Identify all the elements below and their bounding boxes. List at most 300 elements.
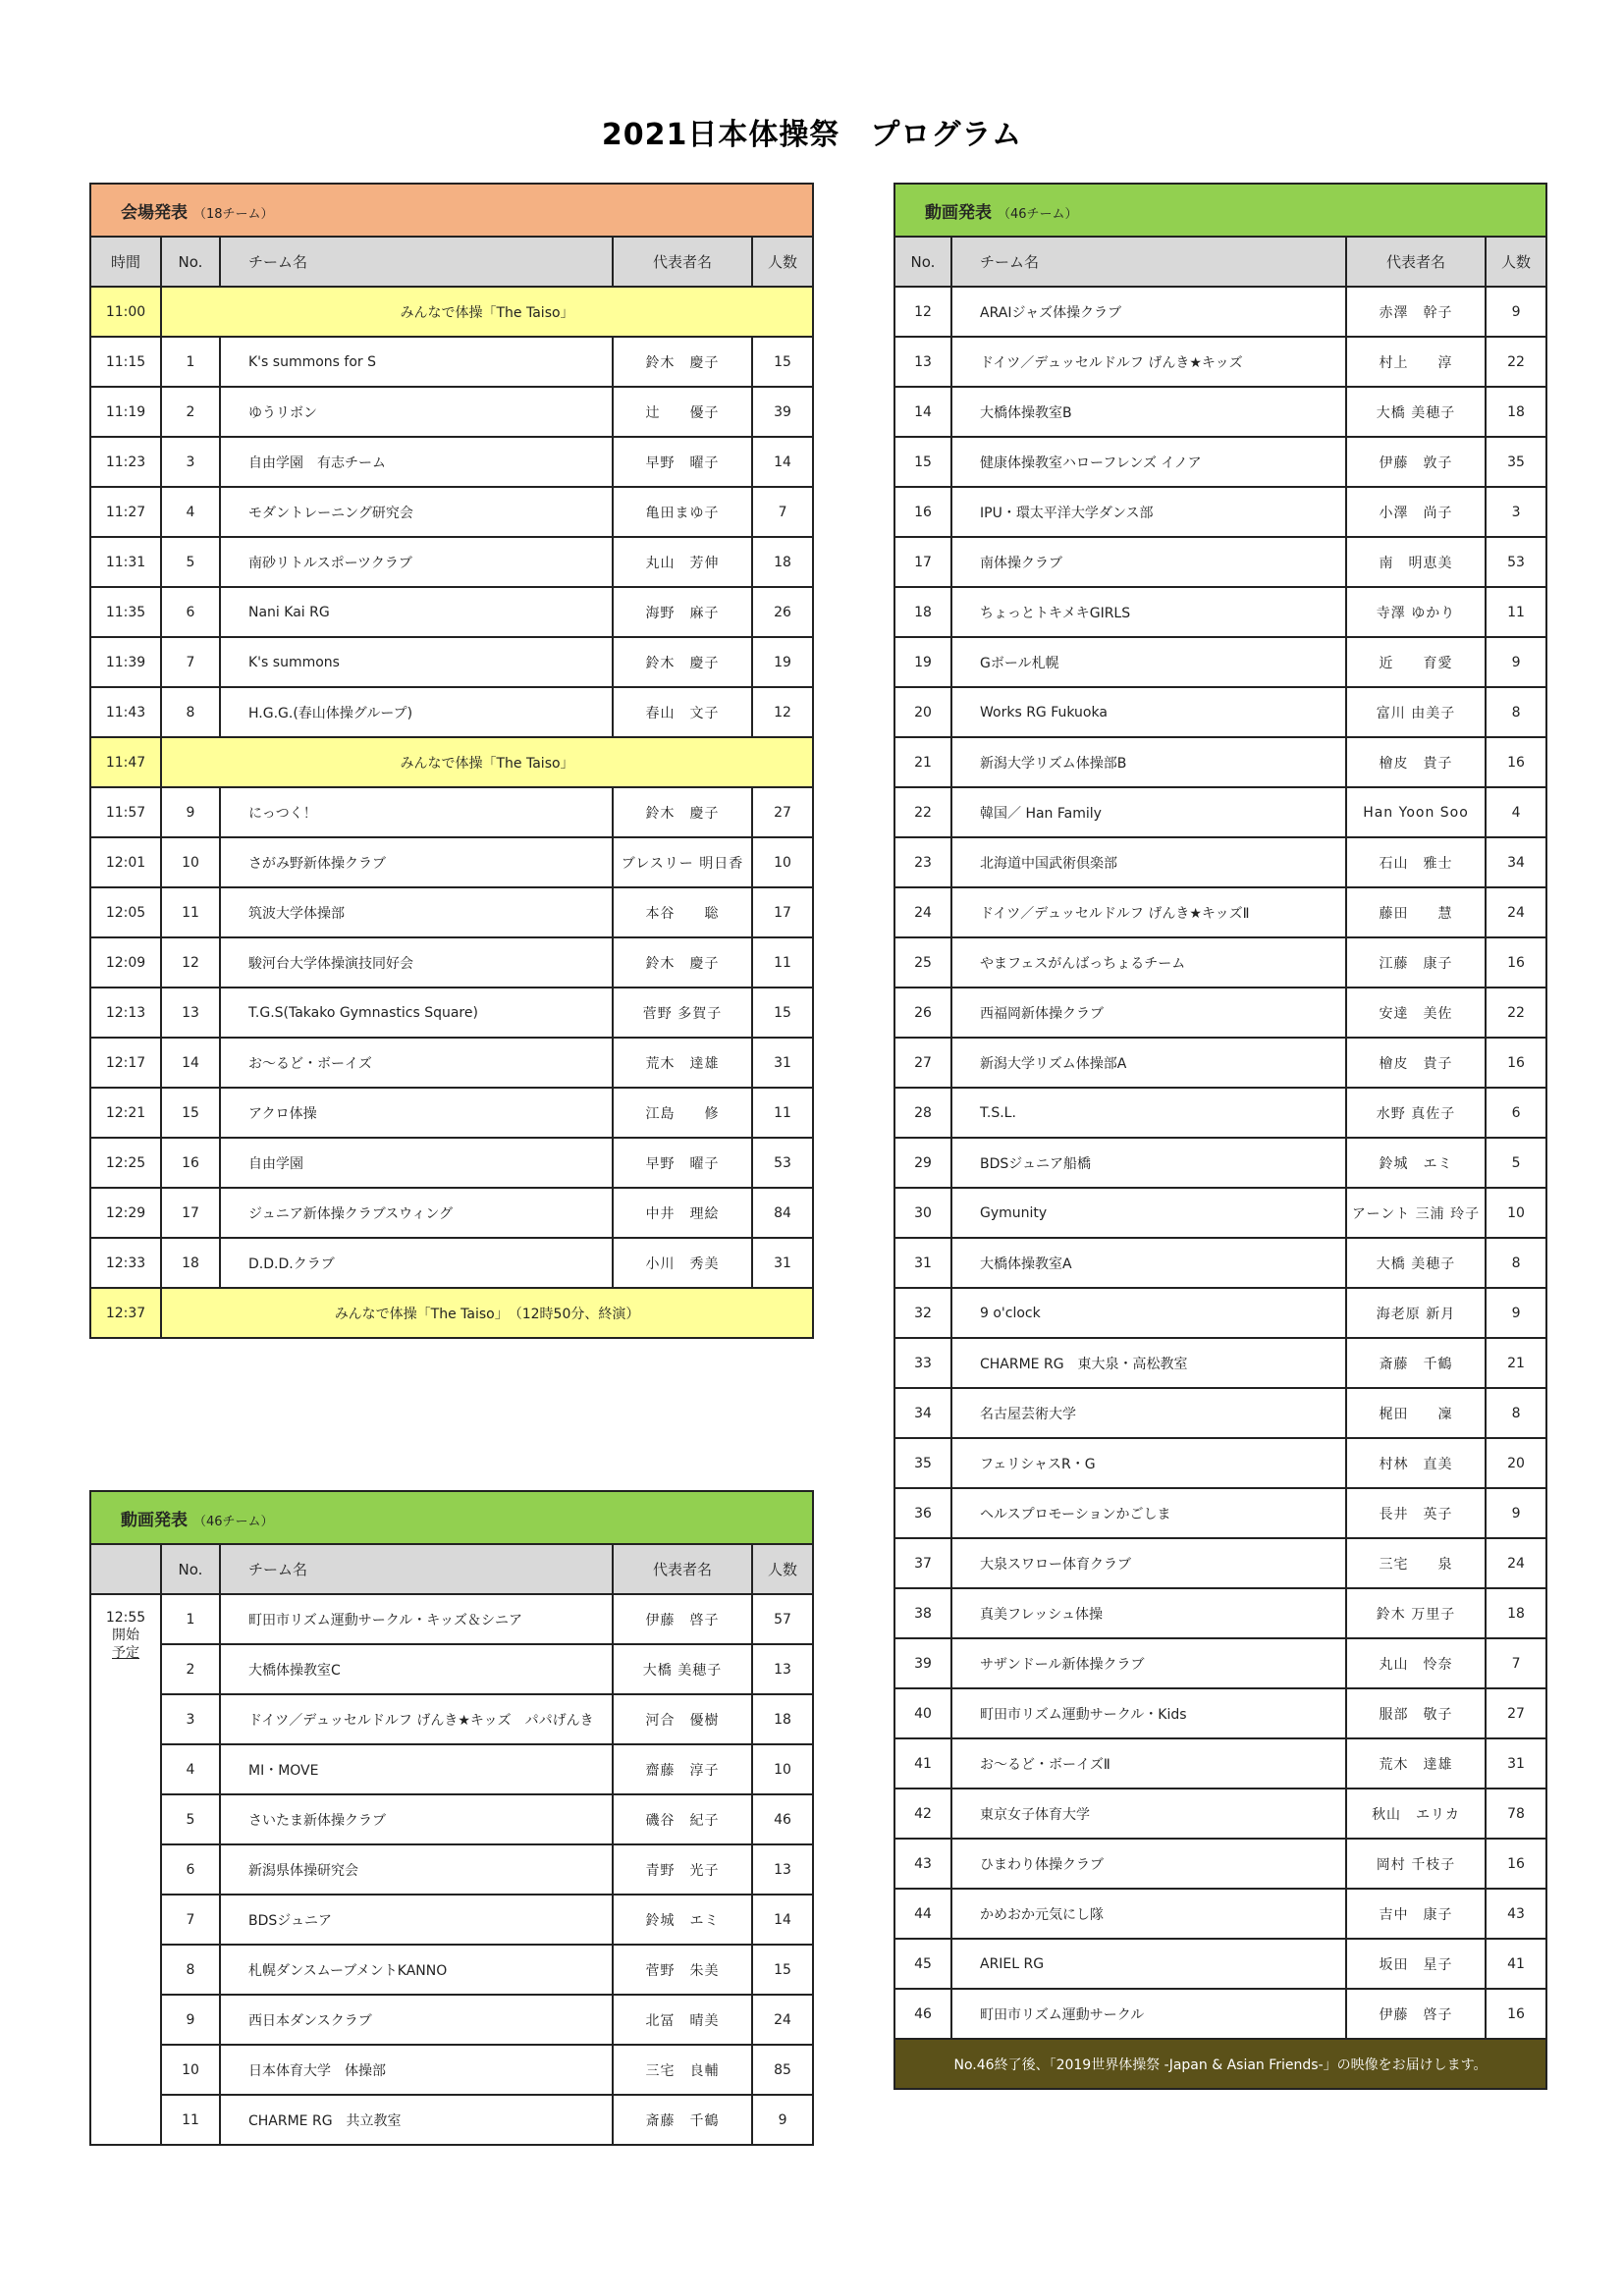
time-cell: 12:37	[90, 1288, 161, 1338]
no-cell: 29	[894, 1138, 951, 1188]
no-cell: 16	[161, 1138, 220, 1188]
team-cell: D.D.D.クラブ	[220, 1238, 613, 1288]
team-cell: ジュニア新体操クラブスウィング	[220, 1188, 613, 1238]
table-row	[90, 637, 813, 687]
header-no: No.	[161, 237, 220, 287]
table-row	[90, 1694, 813, 1744]
table-row	[894, 1388, 1546, 1438]
table-row	[90, 1844, 813, 1895]
no-cell: 4	[161, 1744, 220, 1794]
count-cell: 18	[752, 1694, 813, 1744]
team-cell: ヘルスプロモーションかごしま	[951, 1488, 1346, 1538]
time-cell: 11:47	[90, 737, 161, 787]
count-cell: 46	[752, 1794, 813, 1844]
no-cell: 13	[161, 988, 220, 1038]
team-cell: 南砂リトルスポーツクラブ	[220, 537, 613, 587]
table-row	[90, 1644, 813, 1694]
time-cell: 11:00	[90, 287, 161, 337]
header-count: 人数	[752, 1544, 813, 1594]
rep-cell: 小川 秀美	[613, 1238, 752, 1288]
rep-cell: 早野 曜子	[613, 1138, 752, 1188]
rep-cell: 赤澤 幹子	[1346, 287, 1486, 337]
table-row	[894, 387, 1546, 437]
video-program-table-right	[893, 183, 1547, 2090]
no-cell: 6	[161, 587, 220, 637]
rep-cell: 荒木 達雄	[1346, 1738, 1486, 1789]
no-cell: 18	[161, 1238, 220, 1288]
count-cell: 8	[1486, 1388, 1546, 1438]
time-cell: 12:29	[90, 1188, 161, 1238]
time-cell: 11:23	[90, 437, 161, 487]
no-cell: 32	[894, 1288, 951, 1338]
table-row	[90, 1138, 813, 1188]
team-cell: IPU・環太平洋大学ダンス部	[951, 487, 1346, 537]
no-cell: 6	[161, 1844, 220, 1895]
team-cell: お～るど・ボーイズ	[220, 1038, 613, 1088]
time-cell: 12:21	[90, 1088, 161, 1138]
rep-cell: 北冨 晴美	[613, 1995, 752, 2045]
section-header-row	[90, 184, 813, 237]
count-cell: 7	[1486, 1638, 1546, 1688]
team-cell: 町田市リズム運動サークル・Kids	[951, 1688, 1346, 1738]
table-row	[894, 1889, 1546, 1939]
no-cell: 11	[161, 887, 220, 937]
no-cell: 44	[894, 1889, 951, 1939]
count-cell: 11	[752, 937, 813, 988]
no-cell: 43	[894, 1839, 951, 1889]
no-cell: 38	[894, 1588, 951, 1638]
count-cell: 24	[752, 1995, 813, 2045]
section-title-text: 動画発表	[121, 1510, 188, 1530]
count-cell: 8	[1486, 687, 1546, 737]
rep-cell: Han Yoon Soo	[1346, 787, 1486, 837]
team-cell: Gボール札幌	[951, 637, 1346, 687]
table-row	[894, 1438, 1546, 1488]
no-cell: 17	[161, 1188, 220, 1238]
team-cell: 健康体操教室ハローフレンズ イノア	[951, 437, 1346, 487]
team-cell: 北海道中国武術倶楽部	[951, 837, 1346, 887]
no-cell: 26	[894, 988, 951, 1038]
no-cell: 23	[894, 837, 951, 887]
header-blank	[90, 1544, 161, 1594]
team-cell: 大橋体操教室B	[951, 387, 1346, 437]
no-cell: 5	[161, 1794, 220, 1844]
no-cell: 9	[161, 787, 220, 837]
count-cell: 7	[752, 487, 813, 537]
no-cell: 24	[894, 887, 951, 937]
rep-cell: 坂田 星子	[1346, 1939, 1486, 1989]
count-cell: 9	[1486, 287, 1546, 337]
rep-cell: 鈴木 慶子	[613, 637, 752, 687]
header-count: 人数	[752, 237, 813, 287]
team-cell: モダントレーニング研究会	[220, 487, 613, 537]
count-cell: 24	[1486, 1538, 1546, 1588]
header-time: 時間	[90, 237, 161, 287]
time-cell: 12:25	[90, 1138, 161, 1188]
rep-cell: 鈴城 エミ	[613, 1895, 752, 1945]
table-row	[894, 887, 1546, 937]
count-cell: 57	[752, 1594, 813, 1644]
team-cell: 大泉スワロー体育クラブ	[951, 1538, 1346, 1588]
no-cell: 3	[161, 437, 220, 487]
no-cell: 22	[894, 787, 951, 837]
table-row	[90, 337, 813, 387]
team-cell: 町田市リズム運動サークル・キッズ＆シニア	[220, 1594, 613, 1644]
team-cell: 南体操クラブ	[951, 537, 1346, 587]
time-cell: 11:27	[90, 487, 161, 537]
rep-cell: 海老原 新月	[1346, 1288, 1486, 1338]
rep-cell: 江藤 康子	[1346, 937, 1486, 988]
count-cell: 15	[752, 337, 813, 387]
no-cell: 28	[894, 1088, 951, 1138]
table-row	[894, 737, 1546, 787]
team-cell: お～るど・ボーイズⅡ	[951, 1738, 1346, 1789]
header-team: チーム名	[220, 1544, 613, 1594]
count-cell: 15	[752, 1945, 813, 1995]
team-cell: ひまわり体操クラブ	[951, 1839, 1346, 1889]
rep-cell: 秋山 エリカ	[1346, 1789, 1486, 1839]
no-cell: 2	[161, 1644, 220, 1694]
team-cell: 新潟大学リズム体操部A	[951, 1038, 1346, 1088]
table-row	[894, 1088, 1546, 1138]
rep-cell: 近 育愛	[1346, 637, 1486, 687]
table-row	[90, 837, 813, 887]
team-cell: 新潟大学リズム体操部B	[951, 737, 1346, 787]
count-cell: 85	[752, 2045, 813, 2095]
rep-cell: 河合 優樹	[613, 1694, 752, 1744]
table-row	[90, 1744, 813, 1794]
table-row	[894, 1188, 1546, 1238]
table-row	[894, 1338, 1546, 1388]
no-cell: 12	[161, 937, 220, 988]
team-cell: 駿河台大学体操演技同好会	[220, 937, 613, 988]
table-row	[90, 2045, 813, 2095]
no-cell: 17	[894, 537, 951, 587]
no-cell: 40	[894, 1688, 951, 1738]
team-cell: CHARME RG 共立教室	[220, 2095, 613, 2145]
count-cell: 14	[752, 437, 813, 487]
section-team-count: （46チーム）	[998, 206, 1078, 222]
no-cell: 8	[161, 687, 220, 737]
count-cell: 16	[1486, 937, 1546, 988]
rep-cell: 寺澤 ゆかり	[1346, 587, 1486, 637]
table-row	[894, 1789, 1546, 1839]
rep-cell: 安達 美佐	[1346, 988, 1486, 1038]
no-cell: 1	[161, 1594, 220, 1644]
count-cell: 39	[752, 387, 813, 437]
count-cell: 6	[1486, 1088, 1546, 1138]
time-cell: 11:15	[90, 337, 161, 387]
table-row	[894, 687, 1546, 737]
no-cell: 15	[161, 1088, 220, 1138]
all-taiso-cell: みんなで体操「The Taiso」 （12時50分、終演）	[161, 1288, 813, 1338]
no-cell: 41	[894, 1738, 951, 1789]
time-cell: 12:09	[90, 937, 161, 988]
team-cell: ちょっとトキメキGIRLS	[951, 587, 1346, 637]
time-cell: 11:35	[90, 587, 161, 637]
table-row	[90, 437, 813, 487]
rep-cell: 菅野 朱美	[613, 1945, 752, 1995]
header-rep: 代表者名	[613, 237, 752, 287]
rep-cell: 石山 雅士	[1346, 837, 1486, 887]
table-row	[90, 1594, 813, 1644]
no-cell: 25	[894, 937, 951, 988]
page-title: 2021日本体操祭 プログラム	[601, 118, 1023, 152]
rep-cell: 春山 文子	[613, 687, 752, 737]
venue-program-table	[89, 183, 814, 1339]
rep-cell: 檜皮 貴子	[1346, 1038, 1486, 1088]
team-cell: 町田市リズム運動サークル	[951, 1989, 1346, 2039]
count-cell: 9	[1486, 637, 1546, 687]
table-row	[894, 1038, 1546, 1088]
count-cell: 4	[1486, 787, 1546, 837]
no-cell: 37	[894, 1538, 951, 1588]
count-cell: 13	[752, 1844, 813, 1895]
start-time: 12:55	[105, 1610, 146, 1626]
team-cell: にっつく！	[220, 787, 613, 837]
rep-cell: 服部 敬子	[1346, 1688, 1486, 1738]
rep-cell: ブレスリー 明日香	[613, 837, 752, 887]
start-label: 開始	[112, 1628, 139, 1643]
table-row	[894, 988, 1546, 1038]
time-cell: 11:19	[90, 387, 161, 437]
team-cell: H.G.G.(春山体操グループ)	[220, 687, 613, 737]
count-cell: 27	[1486, 1688, 1546, 1738]
no-cell: 15	[894, 437, 951, 487]
column-header-row	[894, 237, 1546, 287]
team-cell: T.S.L.	[951, 1088, 1346, 1138]
rep-cell: 大橋 美穂子	[1346, 1238, 1486, 1288]
all-taiso-cell: みんなで体操「The Taiso」	[161, 287, 813, 337]
time-cell: 11:57	[90, 787, 161, 837]
table-row	[894, 437, 1546, 487]
team-cell: ARIEL RG	[951, 1939, 1346, 1989]
team-cell: ドイツ／デュッセルドルフ げんき★キッズ パパげんき	[220, 1694, 613, 1744]
count-cell: 18	[1486, 1588, 1546, 1638]
footer-note-row	[894, 2039, 1546, 2089]
no-cell: 27	[894, 1038, 951, 1088]
rep-cell: 鈴木 慶子	[613, 337, 752, 387]
table-row	[894, 537, 1546, 587]
rep-cell: 伊藤 啓子	[613, 1594, 752, 1644]
no-cell: 16	[894, 487, 951, 537]
table-row	[894, 287, 1546, 337]
rep-cell: 三宅 泉	[1346, 1538, 1486, 1588]
count-cell: 9	[1486, 1488, 1546, 1538]
rep-cell: 鈴木 慶子	[613, 937, 752, 988]
table-row	[90, 1945, 813, 1995]
rep-cell: 鈴木 慶子	[613, 787, 752, 837]
team-cell: 自由学園 有志チーム	[220, 437, 613, 487]
team-cell: 新潟県体操研究会	[220, 1844, 613, 1895]
header-team: チーム名	[951, 237, 1346, 287]
no-cell: 36	[894, 1488, 951, 1538]
section-team-count: （46チーム）	[193, 1514, 274, 1529]
special-row	[90, 1288, 813, 1338]
header-no: No.	[894, 237, 951, 287]
rep-cell: 梶田 凜	[1346, 1388, 1486, 1438]
count-cell: 35	[1486, 437, 1546, 487]
all-taiso-cell: みんなで体操「The Taiso」	[161, 737, 813, 787]
team-cell: Works RG Fukuoka	[951, 687, 1346, 737]
section-title-text: 会場発表	[121, 202, 188, 223]
rep-cell: 小澤 尚子	[1346, 487, 1486, 537]
team-cell: さいたま新体操クラブ	[220, 1794, 613, 1844]
no-cell: 42	[894, 1789, 951, 1839]
no-cell: 46	[894, 1989, 951, 2039]
count-cell: 31	[752, 1038, 813, 1088]
count-cell: 16	[1486, 1989, 1546, 2039]
team-cell: BDSジュニア	[220, 1895, 613, 1945]
team-cell: ドイツ／デュッセルドルフ げんき★キッズⅡ	[951, 887, 1346, 937]
time-cell: 12:33	[90, 1238, 161, 1288]
count-cell: 22	[1486, 337, 1546, 387]
count-cell: 5	[1486, 1138, 1546, 1188]
count-cell: 15	[752, 988, 813, 1038]
rep-cell: 鈴城 エミ	[1346, 1138, 1486, 1188]
team-cell: かめおか元気にし隊	[951, 1889, 1346, 1939]
table-row	[894, 587, 1546, 637]
table-row	[894, 1488, 1546, 1538]
team-cell: 真美フレッシュ体操	[951, 1588, 1346, 1638]
rep-cell: 荒木 達雄	[613, 1038, 752, 1088]
team-cell: 自由学園	[220, 1138, 613, 1188]
table-row	[90, 937, 813, 988]
rep-cell: 吉中 康子	[1346, 1889, 1486, 1939]
team-cell: 大橋体操教室C	[220, 1644, 613, 1694]
table-row	[894, 487, 1546, 537]
no-cell: 5	[161, 537, 220, 587]
no-cell: 11	[161, 2095, 220, 2145]
rep-cell: 齋藤 淳子	[613, 1744, 752, 1794]
team-cell: さがみ野新体操クラブ	[220, 837, 613, 887]
team-cell: 日本体育大学 体操部	[220, 2045, 613, 2095]
no-cell: 14	[161, 1038, 220, 1088]
table-row	[894, 337, 1546, 387]
count-cell: 84	[752, 1188, 813, 1238]
no-cell: 10	[161, 2045, 220, 2095]
count-cell: 19	[752, 637, 813, 687]
rep-cell: 斎藤 千鶴	[613, 2095, 752, 2145]
scheduled-label: 予定	[112, 1645, 139, 1661]
team-cell: やまフェスがんばっちょるチーム	[951, 937, 1346, 988]
table-row	[90, 1995, 813, 2045]
count-cell: 27	[752, 787, 813, 837]
no-cell: 10	[161, 837, 220, 887]
rep-cell: 本谷 聡	[613, 887, 752, 937]
count-cell: 17	[752, 887, 813, 937]
count-cell: 22	[1486, 988, 1546, 1038]
team-cell: ARAIジャズ体操クラブ	[951, 287, 1346, 337]
count-cell: 9	[752, 2095, 813, 2145]
time-cell: 12:01	[90, 837, 161, 887]
time-cell: 11:43	[90, 687, 161, 737]
rep-cell: 村林 直美	[1346, 1438, 1486, 1488]
team-cell: T.G.S(Takako Gymnastics Square)	[220, 988, 613, 1038]
rep-cell: 南 明恵美	[1346, 537, 1486, 587]
no-cell: 35	[894, 1438, 951, 1488]
team-cell: 札幌ダンスムーブメントKANNO	[220, 1945, 613, 1995]
no-cell: 2	[161, 387, 220, 437]
count-cell: 18	[1486, 387, 1546, 437]
team-cell: 西福岡新体操クラブ	[951, 988, 1346, 1038]
team-cell: 西日本ダンスクラブ	[220, 1995, 613, 2045]
no-cell: 7	[161, 637, 220, 687]
count-cell: 10	[752, 837, 813, 887]
table-row	[894, 1738, 1546, 1789]
rep-cell: 大橋 美穂子	[1346, 387, 1486, 437]
count-cell: 12	[752, 687, 813, 737]
rep-cell: 水野 真佐子	[1346, 1088, 1486, 1138]
table-row	[90, 988, 813, 1038]
rep-cell: 磯谷 紀子	[613, 1794, 752, 1844]
section-header-row	[90, 1491, 813, 1544]
time-cell: 12:17	[90, 1038, 161, 1088]
time-cell: 11:39	[90, 637, 161, 687]
team-cell: Gymunity	[951, 1188, 1346, 1238]
footer-note: No.46終了後、「2019世界体操祭 -Japan & Asian Friends-」の映像をお届けします。	[894, 2039, 1546, 2089]
team-cell: ゆうリボン	[220, 387, 613, 437]
rep-cell: 丸山 芳伸	[613, 537, 752, 587]
count-cell: 78	[1486, 1789, 1546, 1839]
no-cell: 20	[894, 687, 951, 737]
team-cell: 筑波大学体操部	[220, 887, 613, 937]
table-row	[894, 1989, 1546, 2039]
no-cell: 33	[894, 1338, 951, 1388]
count-cell: 16	[1486, 1839, 1546, 1889]
no-cell: 9	[161, 1995, 220, 2045]
section-title	[894, 184, 1546, 237]
count-cell: 11	[752, 1088, 813, 1138]
count-cell: 3	[1486, 487, 1546, 537]
table-row	[90, 687, 813, 737]
rep-cell: 丸山 怜奈	[1346, 1638, 1486, 1688]
section-title	[90, 184, 813, 237]
table-row	[894, 837, 1546, 887]
count-cell: 53	[1486, 537, 1546, 587]
count-cell: 10	[1486, 1188, 1546, 1238]
no-cell: 31	[894, 1238, 951, 1288]
count-cell: 16	[1486, 1038, 1546, 1088]
time-cell: 12:05	[90, 887, 161, 937]
table-row	[894, 1688, 1546, 1738]
rep-cell: 海野 麻子	[613, 587, 752, 637]
count-cell: 8	[1486, 1238, 1546, 1288]
table-row	[894, 787, 1546, 837]
table-row	[90, 487, 813, 537]
table-row	[894, 1288, 1546, 1338]
header-rep: 代表者名	[1346, 237, 1486, 287]
team-cell: ドイツ／デュッセルドルフ げんき★キッズ	[951, 337, 1346, 387]
time-cell: 11:31	[90, 537, 161, 587]
no-cell: 12	[894, 287, 951, 337]
rep-cell: 鈴木 万里子	[1346, 1588, 1486, 1638]
team-cell: 名古屋芸術大学	[951, 1388, 1346, 1438]
section-title	[90, 1491, 813, 1544]
team-cell: 韓国／ Han Family	[951, 787, 1346, 837]
team-cell: フェリシャスR・G	[951, 1438, 1346, 1488]
table-row	[90, 1895, 813, 1945]
table-row	[894, 937, 1546, 988]
count-cell: 31	[752, 1238, 813, 1288]
rep-cell: 富川 由美子	[1346, 687, 1486, 737]
rep-cell: 斎藤 千鶴	[1346, 1338, 1486, 1388]
header-count: 人数	[1486, 237, 1546, 287]
team-cell: CHARME RG 東大泉・高松教室	[951, 1338, 1346, 1388]
count-cell: 14	[752, 1895, 813, 1945]
time-cell: 12:13	[90, 988, 161, 1038]
rep-cell: 伊藤 敦子	[1346, 437, 1486, 487]
